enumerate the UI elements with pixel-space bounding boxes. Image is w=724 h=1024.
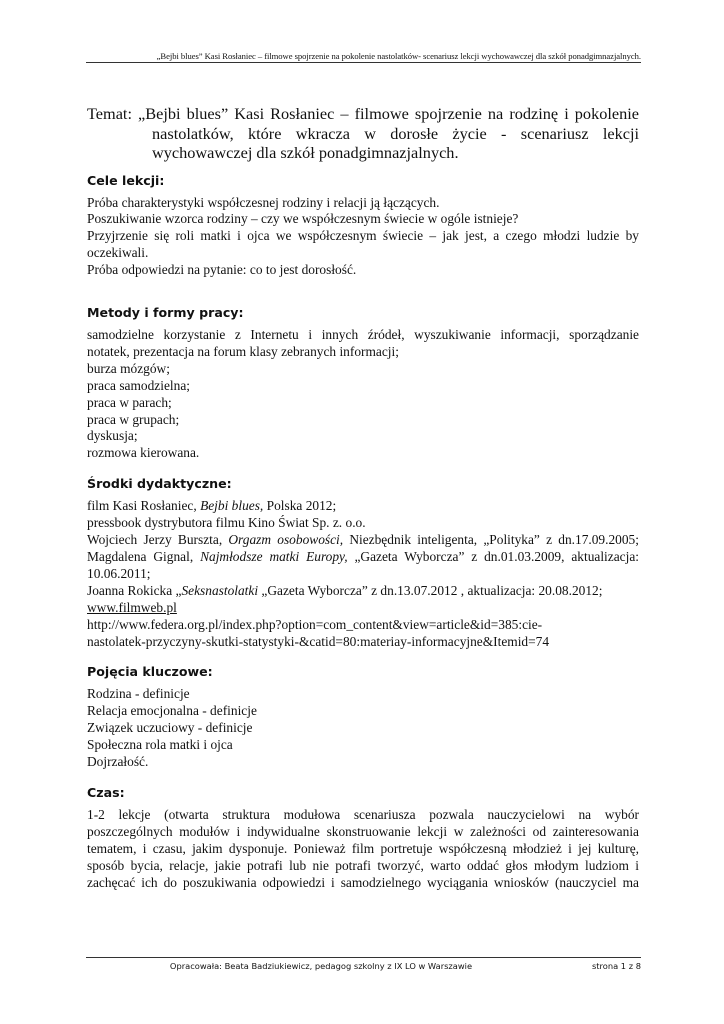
srodki-item-pressbook: pressbook dystrybutora filmu Kino Świat Sp. z. o.o. [87, 515, 366, 531]
srodki-item-gignal-date: 10.06.2011; [87, 565, 151, 581]
title-line-2: nastolatków, które wkracza w dorosłe życie - scenariusz lekcji [152, 123, 639, 143]
metody-intro: notatek, prezentacja na forum klasy zebranych informacji; [87, 343, 399, 359]
section-heading-cele: Cele lekcji: [87, 172, 165, 188]
cele-item: Poszukiwanie wzorca rodziny – czy we współczesnym świecie w ogóle istnieje? [87, 211, 519, 227]
pojecia-list [87, 686, 639, 771]
czas-paragraph [87, 807, 639, 892]
cele-item: Przyjrzenie się roli matki i ojca we współczesnym świecie – jak jest, a czego młodzi ludzie by [87, 228, 639, 244]
document-body [87, 104, 639, 892]
metody-item: burza mózgów; [87, 360, 170, 376]
metody-item: praca samodzielna; [87, 377, 190, 393]
lesson-title [87, 104, 639, 163]
federa-url-line-1: http://www.federa.org.pl/index.php?option=com_content&view=article&id=385:cie- [87, 616, 543, 632]
czas-line: sposób bycia, relacje, jakie potrafi lub nie potrafi tworzyć, warto oddać głos młodym ludziom i [87, 857, 639, 873]
section-heading-srodki: Środki dydaktyczne: [87, 476, 232, 492]
pojecia-item: Społeczna rola matki i ojca [87, 737, 233, 753]
czas-line: poszczególnych modułów i indywidualne skonstruowanie lekcji w zależności od zainteresowania [87, 823, 639, 839]
pojecia-item: Dojrzałość. [87, 754, 149, 770]
running-header: „Bejbi blues” Kasi Rosłaniec – filmowe spojrzenie na pokolenie nastolatków- scenariusz lekcji wychowawczej dla szkół ponadgimnazjalnych. [156, 51, 641, 61]
cele-list [87, 195, 639, 280]
srodki-list [87, 498, 639, 650]
section-heading-pojecia: Pojęcia kluczowe: [87, 664, 213, 680]
metody-item: praca w grupach; [87, 411, 180, 427]
srodki-item-gignal: Magdalena Gignal, Najmłodsze matki Europy, „Gazeta Wyborcza” z dn.01.03.2009, aktualizacja: [87, 549, 639, 564]
title-line-1: Temat: „Bejbi blues” Kasi Rosłaniec – filmowe spojrzenie na rodzinę i pokolenie [87, 104, 639, 123]
pojecia-item: Związek uczuciowy - definicje [87, 720, 253, 736]
cele-item: Próba charakterystyki współczesnej rodziny i relacji ją łączących. [87, 194, 440, 210]
metody-item: praca w parach; [87, 394, 172, 410]
pojecia-item: Rodzina - definicje [87, 686, 190, 702]
cele-item: oczekiwali. [87, 245, 149, 261]
metody-item: rozmowa kierowana. [87, 445, 200, 461]
section-heading-metody: Metody i formy pracy: [87, 305, 244, 321]
title-line-3: wychowawczej dla szkół ponadgimnazjalnych. [152, 143, 459, 162]
srodki-item-film: film Kasi Rosłaniec, Bejbi blues, Polska 2012; [87, 498, 337, 514]
czas-line: zachęcać ich do poszukiwania odpowiedzi i samodzielnego wyciągania wniosków (nauczyciel ma [87, 874, 639, 890]
footer-rule [86, 957, 641, 958]
federa-url-line-2: nastolatek-przyczyny-skutki-statystyki-&catid=80:materiay-informacyjne&Itemid=74 [87, 633, 550, 649]
srodki-item-rokicka: Joanna Rokicka „Seksnastolatki „Gazeta Wyborcza” z dn.13.07.2012 , aktualizacja: 20.08.2012; [87, 582, 603, 598]
filmweb-link[interactable]: www.filmweb.pl [87, 599, 177, 615]
section-heading-czas: Czas: [87, 784, 125, 800]
pojecia-item: Relacja emocjonalna - definicje [87, 703, 257, 719]
metody-list [87, 327, 639, 462]
metody-intro: samodzielne korzystanie z Internetu i innych źródeł, wyszukiwanie informacji, sporządzanie [87, 327, 639, 343]
czas-line: 1-2 lekcje (otwarta struktura modułowa scenariusza pozwala nauczycielowi na wybór [87, 806, 639, 822]
srodki-item-burszta: Wojciech Jerzy Burszta, Orgazm osobowości, Niezbędnik inteligenta, „Polityka” z dn.17.09.2005; [87, 532, 639, 548]
czas-line: tematem, i czasu, jakim dysponuje. Ponieważ film portretuje współczesną młodzież i jej kulturę, [87, 840, 639, 856]
page-number: strona 1 z 8 [591, 961, 641, 971]
header-rule [86, 62, 641, 63]
metody-item: dyskusja; [87, 428, 138, 444]
footer-author: Opracowała: Beata Badziukiewicz, pedagog szkolny z IX LO w Warszawie [169, 961, 473, 971]
cele-item: Próba odpowiedzi na pytanie: co to jest dorosłość. [87, 262, 357, 278]
